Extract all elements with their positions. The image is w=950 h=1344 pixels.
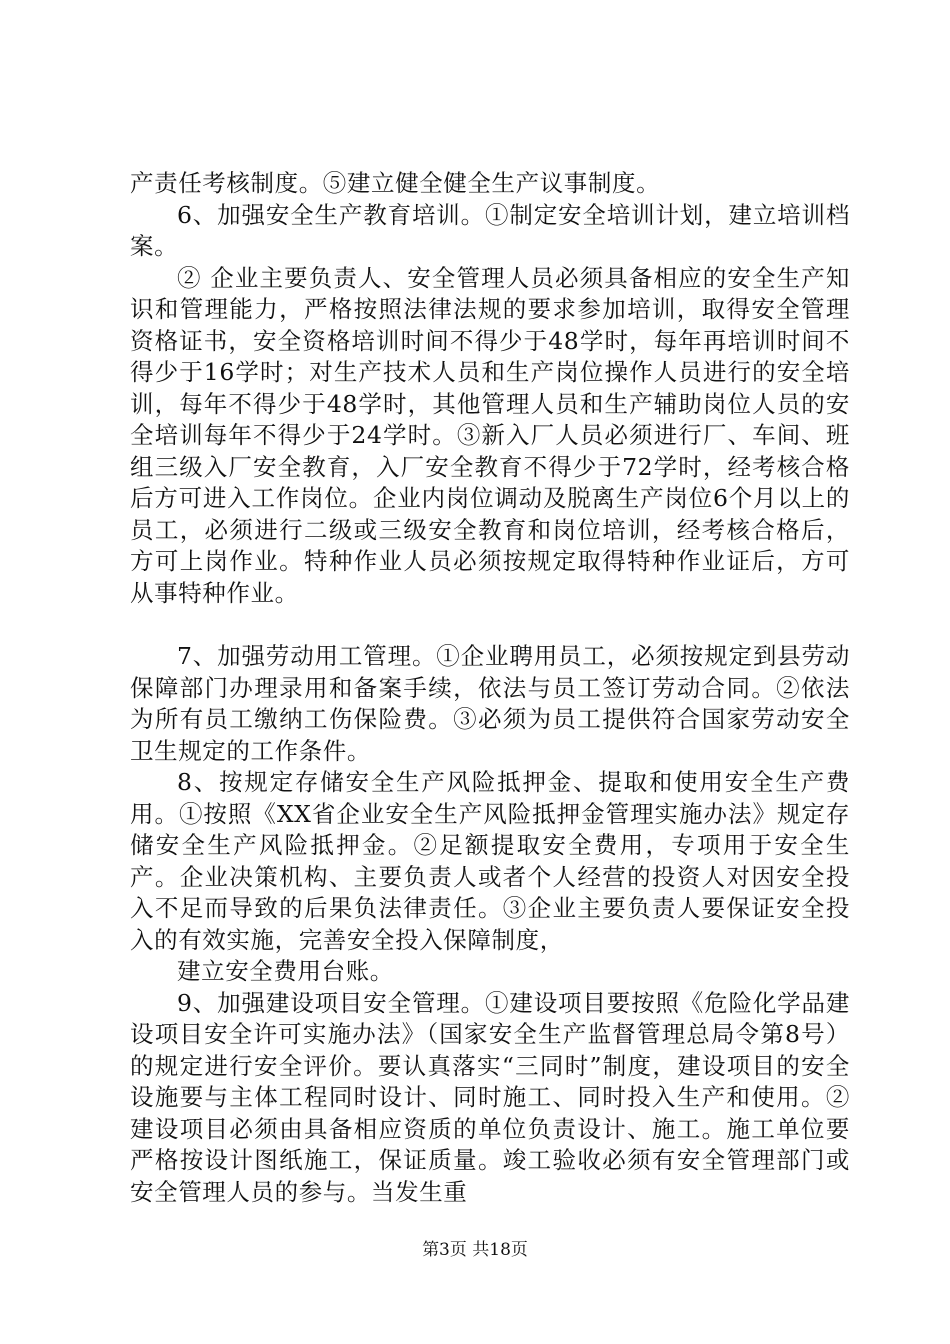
paragraph-item-8: 8、按规定存储安全生产风险抵押金、提取和使用安全生产费用。①按照《XX省企业安全生产风险抵押金管理实施办法》规定存储安全生产风险抵押金。②足额提取安全费用，专项用于安全生产。企业决策机构、主要负责人或者个人经营的投资人对因安全投入不足而导致的后果负法律责任。③企业主要负责人要保证安全投入的有效实施，完善安全投入保障制度， (130, 768, 850, 954)
document-body (130, 168, 850, 1208)
paragraph-item-8-tail: 建立安全费用台账。 (177, 957, 394, 985)
paragraph-gap (130, 609, 850, 641)
paragraph-item-6: 6、加强安全生产教育培训。①制定安全培训计划，建立培训档案。 (130, 200, 850, 260)
page-number-footer: 第3页 共18页 (422, 1240, 528, 1260)
paragraph-item-6-2: ② 企业主要负责人、安全管理人员必须具备相应的安全生产知识和管理能力，严格按照法律法规的要求参加培训，取得安全管理资格证书，安全资格培训时间不得少于48学时，每年再培训时间不得少于16学时；对生产技术人员和生产岗位操作人员进行的安全培训，每年不得少于48学时，其他管理人员和生产辅助岗位人员的安全培训每年不得少于24学时。③新入厂人员必须进行厂、车间、班组三级入厂安全教育，入厂安全教育不得少于72学时，经考核合格后方可进入工作岗位。企业内岗位调动及脱离生产岗位6个月以上的员工，必须进行二级或三级安全教育和岗位培训，经考核合格后，方可上岗作业。特种作业人员必须按规定取得特种作业证后，方可从事特种作业。 (130, 263, 850, 607)
paragraph-item-9: 9、加强建设项目安全管理。①建设项目要按照《危险化学品建设项目安全许可实施办法》（国家安全生产监督管理总局令第8号）的规定进行安全评价。要认真落实“三同时”制度，建设项目的安全设施要与主体工程同时设计、同时施工、同时投入生产和使用。②建设项目必须由具备相应资质的单位负责设计、施工。施工单位要严格按设计图纸施工，保证质量。竣工验收必须有安全管理部门或安全管理人员的参与。当发生重 (130, 988, 850, 1206)
paragraph-continuation: 产责任考核制度。⑤建立健全健全生产议事制度。 (130, 169, 661, 197)
paragraph-item-7: 7、加强劳动用工管理。①企业聘用员工，必须按规定到县劳动保障部门办理录用和备案手续，依法与员工签订劳动合同。②依法为所有员工缴纳工伤保险费。③必须为员工提供符合国家劳动安全卫生规定的工作条件。 (130, 642, 850, 765)
